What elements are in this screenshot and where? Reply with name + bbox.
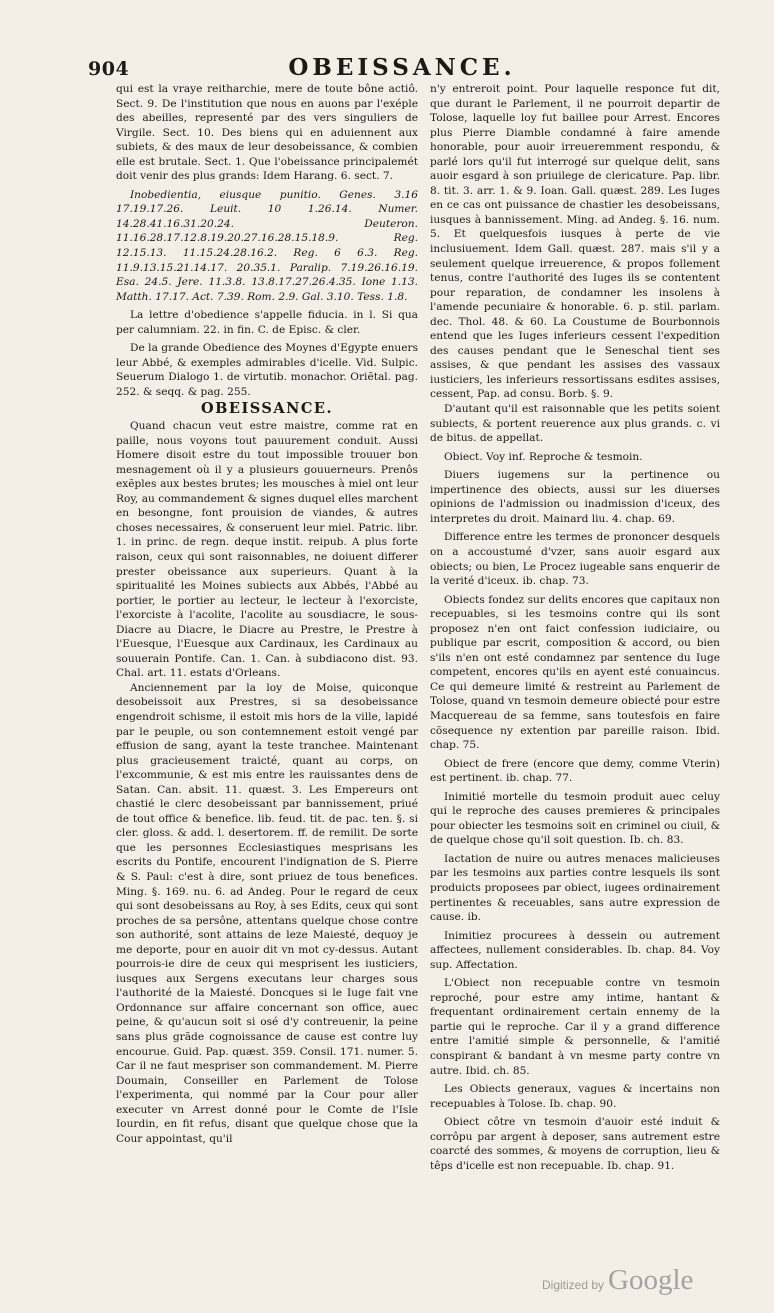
page-number: 904 [88, 58, 130, 80]
entry-paragraph: Iactation de nuire ou autres menaces malicieuses par les tesmoins aux parties contre lesquels ils sont produicts proposees par obiect, iugees ordinairement pertinentes & receuables, sans autre expression de cause. ib. [430, 852, 720, 924]
citation-paragraph: Inobedientia, eiusque punitio. Genes. 3.16 17.19.17.26. Leuit. 10 1.26.14. Numer. 14.28.41.16.31.20.24. Deuteron. 11.16.28.17.12.8.19.20.27.16.28.15.18.9. Reg. 12.15.13. 11.15.24.28.16.2. Reg. 6 6.3. Reg. 11.9.13.15.21.14.17. 20.35.1. Paralip. 7.19.26.16.19. Esa. 24.5. Jere. 11.3.8. 13.8.17.27.26.4.35. Ione 1.13. Matth. 17.17. Act. 7.39. Rom. 2.9. Gal. 3.10. Tess. 1.8. [116, 188, 418, 303]
running-title: OBEISSANCE. [288, 54, 516, 81]
paragraph: D'autant qu'il est raisonnable que les petits soient subiects, & portent reuerence aux plus grands. c. vi de bitus. de appellat. [430, 403, 720, 445]
entry-paragraph: Les Obiects generaux, vagues & incertains non recepuables à Tolose. Ib. chap. 90. [430, 1083, 720, 1110]
entry-paragraph: Obiect de frere (encore que demy, comme Vterin) est pertinent. ib. chap. 77. [430, 757, 720, 785]
entry-paragraph: L'Obiect non recepuable contre vn tesmoin reproché, pour estre amy intime, hantant & frequentant ordinairement certain ennemy de la partie qui le reproche. Car il y a grand difference entre l'amitié simple & personnelle, & l'amitié conspirant & bandant à vn mesme party contre vn autre. Ibid. ch. 85. [430, 977, 720, 1077]
section-heading: OBEISSANCE. [201, 400, 333, 418]
left-column [116, 82, 418, 1146]
paragraph: Anciennement par la loy de Moise, quiconque desobeissoit aux Prestres, si sa desobeissance engendroit schisme, il estoit mis hors de la ville, lapidé par le peuple, ou son contemnement estoit vengé par effusion de sang, ayant la teste tranchee. Maintenant plus gracieusement traicté, quant au corps, on l'excommunie, & est mis entre les rauissantes dens de Satan. Can. absit. 11. quæst. 3. Les Empereurs ont chastié le clerc desobeissant par bannissement, priué de tout office & benefice. lib. feud. tit. de pac. ten. §. si cler. gloss. & add. l. desertorem. ff. de remilit. De sorte que les personnes Ecclesiastiques mesprisans les escrits du Pontife, encourent l'indignation de S. Pierre & S. Paul: c'est à dire, sont priuez de tous benefices. Ming. §. 169. nu. 6. ad Andeg. Pour le regard de ceux qui sont desobeissans au Roy, à ses Edits, ceux qui sont proches de sa persône, attentans quelque chose contre son authorité, sont attains de leze Maiesté, dequoy je me deporte, pour en auoir dit vn mot cy-dessus. Autant pourrois-ie dire de ceux qui mesprisent les iusticiers, iusques aux Sergens executans leur charges sous l'authorité de la Maiesté. Doncques si le Iuge fait vne Ordonnance sur affaire concernant son office, auec peine, & qu'aucun soit si osé d'y contreuenir, la peine sans plus grãde cognoissance de cause est contre luy encourue. Guid. Pap. quæst. 359. Consil. 171. numer. 5. Car il ne faut mespriser son commandement. M. Pierre Doumain, Conseiller en Parlement de Tolose l'experimenta, qui nommé par la Cour pour aller executer vn Arrest donné pour le Comte de l'Isle Iourdin, en fit refus, disant que quelque chose que la Cour appointast, qu'il [116, 681, 418, 1145]
paragraph: La lettre d'obedience s'appelle fiducia. in l. Si qua per calumniam. 22. in fin. C. de Episc. & cler. [116, 309, 418, 336]
entry-paragraph: Inimitié mortelle du tesmoin produit auec celuy qui le reproche des causes premieres & principales pour obiecter les tesmoins soit en criminel ou ciuil, & de quelque chose qu'il soit question. Ib. ch. 83. [430, 790, 720, 847]
entry-paragraph: Obiect côtre vn tesmoin d'auoir esté induit & corrôpu par argent à deposer, sans autrement estre coarcté des sommes, & moyens de corruption, lieu & têps d'icelle est non recepuable. Ib. chap. 91. [430, 1116, 720, 1172]
entry-paragraph: Diuers iugemens sur la pertinence ou impertinence des obiects, aussi sur les diuerses opinions de l'admission ou inadmission d'iceux, des interpretes du droit. Mainard liu. 4. chap. 69. [430, 469, 720, 525]
entry-paragraph: Inimitiez procurees à dessein ou autrement affectees, nullement considerables. Ib. chap. 84. Voy sup. Affectation. [430, 929, 720, 971]
paragraph: De la grande Obedience des Moynes d'Egypte enuers leur Abbé, & exemples admirables d'icelle. Vid. Sulpic. Seuerum Dialogo 1. de virtutib. monachor. Oriẽtal. pag. 252. & seqq. & pag. 255. [116, 342, 418, 398]
entry-paragraph: Difference entre les termes de prononcer desquels on a accoustumé d'vzer, sans auoir esgard aux obiects; ou bien, Le Procez iugeable sans enquerir de la verité d'iceux. ib. chap. 73. [430, 531, 720, 588]
paragraph: Quand chacun veut estre maistre, comme rat en paille, nous voyons tout pauurement conduit. Aussi Homere disoit estre du tout impossible trouuer bon mesnagement où il y a plusieurs gouuerneurs. Prenôs exẽples aux bestes brutes; les mousches à miel ont leur Roy, au commandement & signes duquel elles marchent en besongne, font prouision de viandes, & autres choses necessaires, & conseruent leur miel. Patric. libr. 1. in princ. de regn. deque instit. reipub. A plus forte raison, ceux qui sont raisonnables, ne doiuent differer prester obeissance aux superieurs. Quant à la spiritualité les Moines subiects aux Abbés, l'Abbé au portier, le portier au lecteur, le lecteur à l'exorciste, l'exorciste à l'acolite, l'acolite au sousdiacre, le sous-Diacre au Diacre, le Diacre au Prestre, le Prestre à l'Euesque, l'Euesque aux Cardinaux, les Cardinaux au souuerain Pontife. Can. 1. Can. à subdiacono dist. 93. Chal. art. 11. estats d'Orleans. [116, 420, 418, 680]
page-header [88, 54, 716, 84]
google-watermark [542, 1264, 693, 1297]
paragraph: n'y entreroit point. Pour laquelle responce fut dit, que durant le Parlement, il ne pourroit departir de Tolose, laquelle loy fut baillee pour Arrest. Encores plus Pierre Diamble condamné à faire amende honorable, pour auoir irreueremment respondu, & parlé lors qu'il fut interrogé sur quelque delit, sans auoir esgard à son priuilege de clericature. Pap. libr. 8. tit. 3. arr. 1. & 9. Ioan. Gall. quæst. 289. Les Iuges en ce cas ont puissance de chastier les desobeissans, iusques à bannissement. Ming. ad Andeg. §. 16. num. 5. Et quelquesfois iusques à perte de vie inclusiuement. Idem Gall. quæst. 287. mais s'il y a seulement quelque irreuerence, & propos follement tenus, contre l'authorité des Iuges ils se contentent pour reparation, de condamner les insolens à l'amende pecuniaire & honorable. 6. p. stil. parlam. dec. Thol. 48. & 60. La Coustume de Bourbonnois entend que les Iuges inferieurs cessent l'expedition des causes pendant que le Seneschal tient ses assises, & que pendant les assises des vassaux iusticiers, les inferieurs ressortissans esdites assises, cessent, Pap. ad consu. Borb. §. 9. [430, 83, 720, 401]
google-logo: Google [608, 1264, 694, 1296]
paragraph: qui est la vraye reitharchie, mere de toute bône actiô. Sect. 9. De l'institution que nous en auons par l'exéple des abeilles, representé par des vers singuliers de Virgile. Sect. 10. Des biens qui en aduiennent aux subiets, & des maux de leur desobeissance, & combien elle est brutale. Sect. 1. Que l'obeissance principalemét doit venir des plus grands: Idem Harang. 6. sect. 7. [116, 83, 418, 183]
entry-paragraph: Obiect. Voy inf. Reproche & tesmoin. [444, 450, 643, 463]
right-column [430, 82, 720, 1173]
watermark-prefix: Digitized by [542, 1278, 605, 1292]
entry-paragraph: Obiects fondez sur delits encores que capitaux non recepuables, si les tesmoins contre qui ils sont proposez n'en ont faict confession iudiciaire, ou publique par escrit, composition & accord, ou bien s'ils n'en ont esté condamnez par sentence du Iuge competent, encores qu'ils en ayent esté conuaincus. Ce qui demeure limité & restreint au Parlement de Tolose, quand vn tesmoin demeure obiecté pour estre Macquereau de sa femme, sans toutesfois en faire cõsequence ny extention par pareille raison. Ibid. chap. 75. [430, 593, 720, 752]
